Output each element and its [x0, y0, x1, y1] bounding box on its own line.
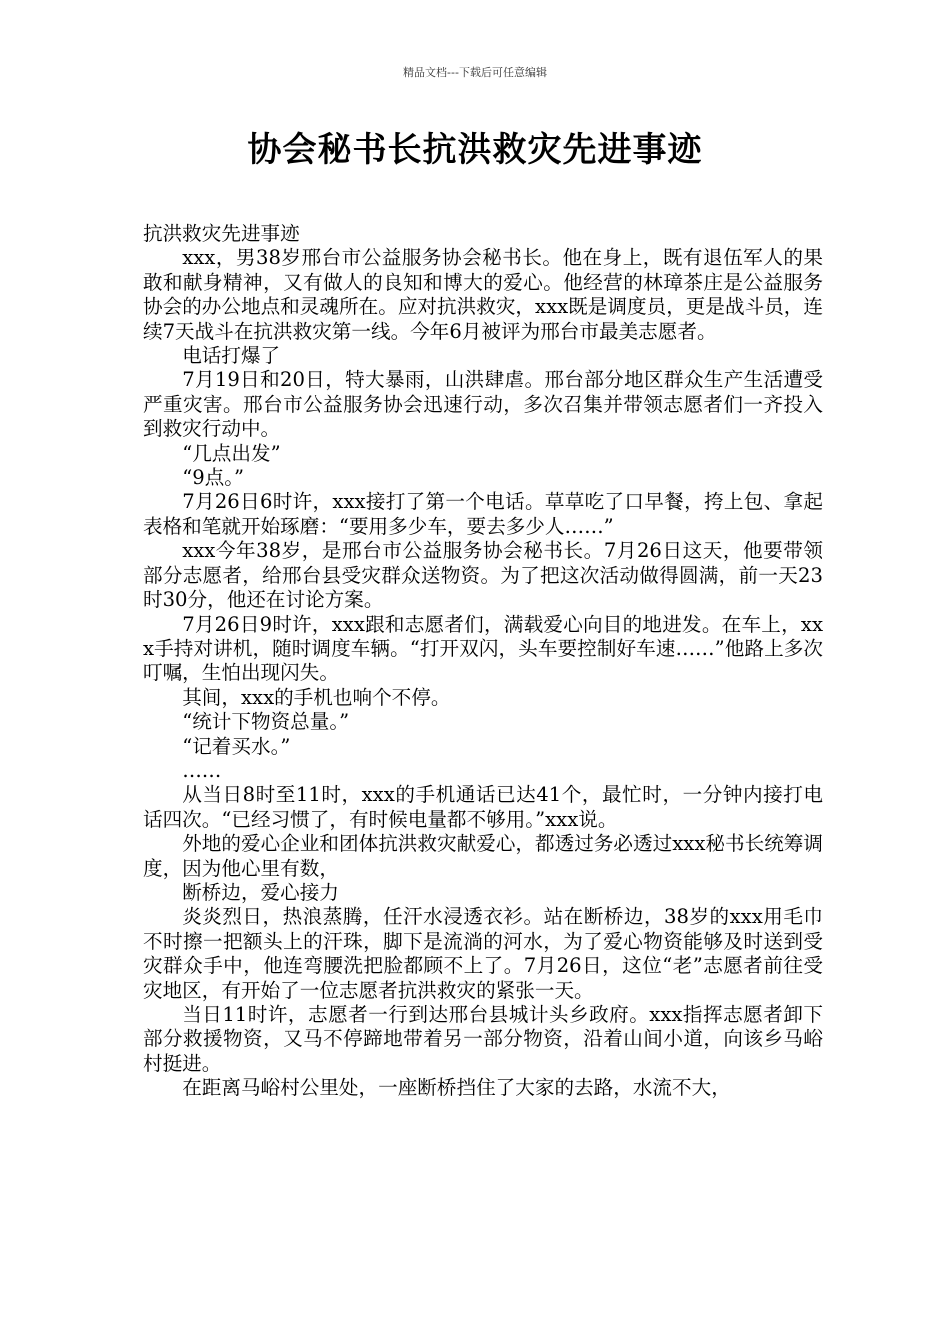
- section-heading: 抗洪救灾先进事迹: [143, 222, 300, 245]
- quote-paragraph: “统计下物资总量。”: [182, 710, 350, 734]
- quote-paragraph: “9点。”: [182, 466, 245, 490]
- body-paragraph: 7月26日6时许，xxx接打了第一个电话。草草吃了口早餐，挎上包、拿起表格和笔就开始琢磨：“要用多少车，要去多少人……”: [143, 490, 823, 538]
- body-paragraph: 当日11时许，志愿者一行到达邢台县城计头乡政府。xxx指挥志愿者卸下部分救援物资，又马不停蹄地带着另一部分物资，沿着山间小道，向该乡马峪村挺进。: [143, 1003, 823, 1075]
- body-paragraph: 从当日8时至11时，xxx的手机通话已达41个，最忙时，一分钟内接打电话四次。“已经习惯了，有时候电量都不够用。”xxx说。: [143, 783, 823, 831]
- body-paragraph: xxx，男38岁邢台市公益服务协会秘书长。他在身上，既有退伍军人的果敢和献身精神，又有做人的良知和博大的爱心。他经营的林璋茶庄是公益服务协会的办公地点和灵魂所在。应对抗洪救灾，xxx既是调度员，更是战斗员，连续7天战斗在抗洪救灾第一线。今年6月被评为邢台市最美志愿者。: [143, 246, 823, 343]
- body-paragraph: xxx今年38岁，是邢台市公益服务协会秘书长。7月26日这天，他要带领部分志愿者，给邢台县受灾群众送物资。为了把这次活动做得圆满，前一天23时30分，他还在讨论方案。: [143, 539, 823, 612]
- document-body: [143, 222, 823, 1101]
- body-paragraph: 7月26日9时许，xxx跟和志愿者们，满载爱心向目的地进发。在车上，xxx手持对讲机，随时调度车辆。“打开双闪，头车要控制好车速……”他路上多次叮嘱，生怕出现闪失。: [143, 612, 823, 685]
- quote-paragraph: “几点出发”: [182, 441, 281, 465]
- subheading-paragraph: 断桥边，爱心接力: [182, 880, 339, 904]
- ellipsis-paragraph: ……: [182, 758, 222, 782]
- body-paragraph: 炎炎烈日，热浪蒸腾，任汗水浸透衣衫。站在断桥边，38岁的xxx用毛巾不时擦一把额头上的汗珠，脚下是流淌的河水，为了爱心物资能够及时送到受灾群众手中，他连弯腰洗把脸都顾不上了。7月26日，这位“老”志愿者前往受灾地区，有开始了一位志愿者抗洪救灾的紧张一天。: [143, 905, 823, 1002]
- body-paragraph: 其间，xxx的手机也响个不停。: [182, 685, 451, 709]
- body-paragraph: 在距离马峪村公里处，一座断桥挡住了大家的去路，水流不大，: [182, 1076, 731, 1100]
- body-paragraph: 外地的爱心企业和团体抗洪救灾献爱心，都透过务必透过xxx秘书长统筹调度，因为他心里有数，: [143, 832, 823, 880]
- page-header-watermark: 精品文档---下载后可任意编辑: [403, 66, 547, 79]
- quote-paragraph: “记着买水。”: [182, 734, 291, 758]
- document-title: 协会秘书长抗洪救灾先进事迹: [247, 130, 703, 170]
- body-paragraph: 7月19日和20日，特大暴雨，山洪肆虐。邢台部分地区群众生产生活遭受严重灾害。邢台市公益服务协会迅速行动，多次召集并带领志愿者们一齐投入到救灾行动中。: [143, 368, 823, 441]
- subheading-paragraph: 电话打爆了: [182, 344, 281, 368]
